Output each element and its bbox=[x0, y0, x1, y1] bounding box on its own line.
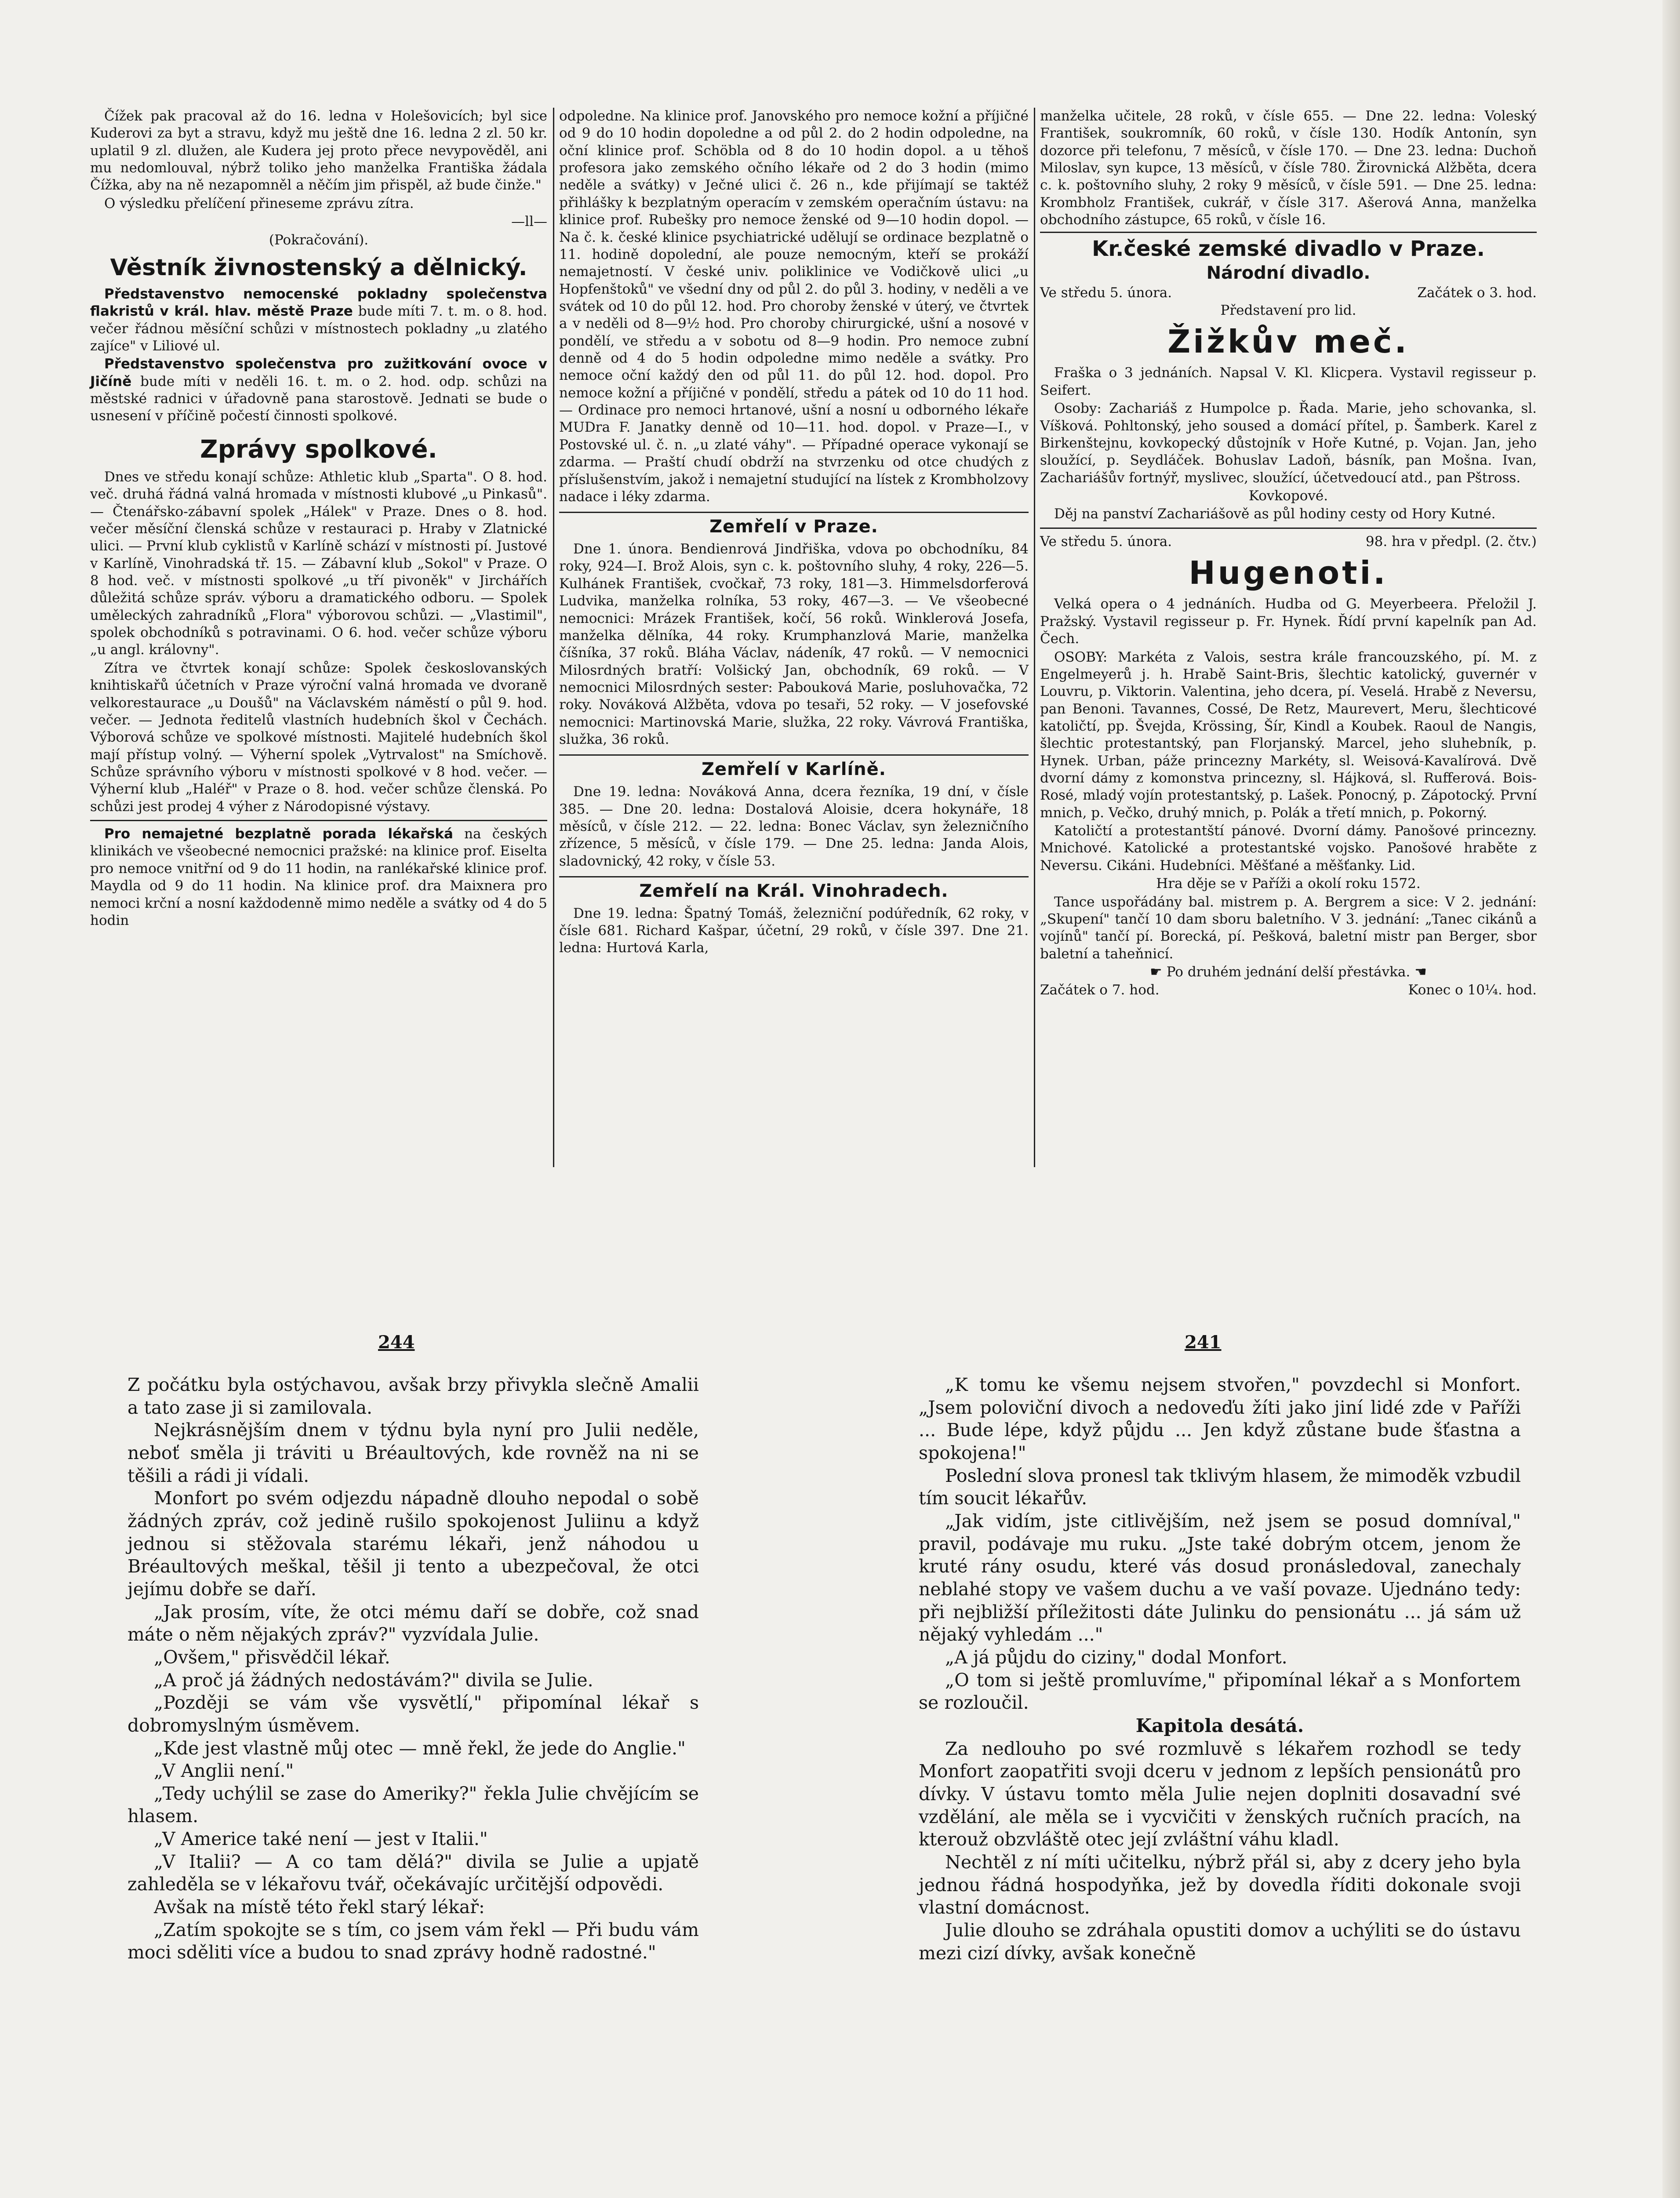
column-rule bbox=[1034, 108, 1035, 1167]
performance-subscription: 98. hra v předpl. (2. čtv.) bbox=[1365, 533, 1537, 550]
novel-paragraph: Avšak na místě této řekl starý lékař: bbox=[154, 1896, 485, 1918]
newspaper-column-1 bbox=[90, 108, 547, 1172]
novel-paragraph: „A já půjdu do ciziny," dodal Monfort. bbox=[945, 1646, 1287, 1668]
club-notices-today: Dnes ve středu konají schůze: Athletic klub „Sparta". O 8. hod. več. druhá řádná valná hromada v místnosti klubové „u Pinkasů". — Čtenářsko-zábavní spolek „Hálek" v Praze. Dnes o 8. hod. večer měsíční členská schůze v restauraci p. Hraby v Zlatnické ulici. — První klub cyklistů v Karlíně schází v místnosti pí. Justové v Karlíně, Vinohradská tř. 15. — Zábavní klub „Sokol" v Praze. O 8 hod. več. v místnosti spolkové „u tří pivoněk" v Jirchářích důležitá schůze správ. výboru a dramatického odboru. — Spolek uměleckých zahradníků „Flora" výborovou schůzi. — „Vlastimil", spolek obchodníků s potravinami. O 6. hod. večer schůze výboru „u angl. královny". bbox=[90, 469, 547, 658]
deaths-vinohrady: Dne 19. ledna: Špatný Tomáš, železniční podúředník, 62 roky, v čísle 681. Richard Kašpar, účetní, 29 roků, v čísle 397. Dne 21. ledna: Hurtová Karla, bbox=[559, 905, 1029, 956]
divider bbox=[90, 820, 547, 821]
page-number-right: 241 bbox=[1185, 1332, 1222, 1353]
play-cast: Osoby: Zachariáš z Humpolce p. Řada. Marie, jeho schovanka, sl. Víšková. Pohltonský, jeho soused a domácí přítel, p. Šamberk. Karel z Birkenštejnu, kovkopecký důstojník v Hoře Kutné, p. Vojan. Jan, jeho sloužící, p. Seydláček. Bohuslav Ladoň, básník, pan Mošna. Ivan, Zachariášův fortnýř, myslivec, sloužící, účetvedoucí atd., pan Pštross. bbox=[1040, 400, 1537, 486]
novel-paragraph: Monfort po svém odjezdu nápadně dlouho nepodal o sobě žádných zpráv, což jedině rušilo spokojenost Juliinu a když jednou si stěžovala starému lékaři, jenž náhodou u Bréaultových meškal, těšil ji tento a ubezpečoval, že otci jejímu dobře se daří. bbox=[127, 1488, 699, 1600]
section-heading-trade: Věstník živnostenský a dělnický. bbox=[110, 254, 527, 281]
medical-heading: Pro nemajetné bezplatně porada lékařská bbox=[104, 826, 453, 842]
article-text: Čížek pak pracoval až do 16. ledna v Holešovicích; byl sice Kuderovi za byt a stravu, když mu ještě dne 16. ledna 2 zl. 50 kr. uplatil 9 zl. dlužen, ale Kudera jej proto přece nevypověděl, ani mu nedomlouval, nýbrž toliko jeho manželka Františka žádala Čížka, aby na ně nezapomněl a něčím jim přispěl, až bude činže." bbox=[90, 108, 547, 193]
article-signature: —ll— bbox=[511, 214, 547, 230]
deaths-heading-prague: Zemřelí v Praze. bbox=[559, 512, 1029, 538]
novel-paragraph: Nejkrásnějším dnem v týdnu byla nyní pro Julii neděle, neboť směla ji tráviti u Bréaultových, kde rovněž na ni se těšili a rádi ji vídali. bbox=[127, 1419, 699, 1486]
opera-description: Velká opera o 4 jednáních. Hudba od G. Meyerbeera. Přeložil J. Pražský. Vystavil regisseur p. Fr. Hynek. Řídí první kapelník pan Ad. Čech. bbox=[1040, 596, 1537, 647]
novel-page-right bbox=[919, 1374, 1521, 1964]
novel-paragraph: „V Anglii není." bbox=[154, 1760, 294, 1782]
pointing-hand-icon: ☚ bbox=[1410, 964, 1427, 980]
newspaper-column-3 bbox=[1040, 108, 1537, 1172]
deaths-heading-karlin: Zemřelí v Karlíně. bbox=[559, 754, 1029, 781]
performance-date: Ve středu 5. února. bbox=[1040, 533, 1172, 550]
medical-body-continued: odpoledne. Na klinice prof. Janovského pro nemoce kožní a příjičné od 9 do 10 hodin dopoledne a od půl 2. do 2 hodin odpoledne, na oční klinice prof. Schöbla od 8 do 10 hodin dopol. a u těhoš profesora jako zemského očního lékaře od 2 do 3 hodin (mimo neděle a svátky) v Ječné ulici č. 26 n., kde přijímají se taktéž přihlášky k bezplatným operacím v zemském operačním ústavu: na klinice prof. Rubešky pro nemoce ženské od 9—10 hodin dopol. — Na č. k. české klinice psychiatrické udělují se ordinace bezplatně o 11. hodině dopolední, ale pouze nemocným, kteří se prokáží nemajetností. V české univ. poliklinice ve Vodičkově ulici „u Hopfenštoků" ve všední dny od půl 2. do půl 3. hodiny, v neděli a ve svátek od 10 do půl 12. hod. Pro choroby ženské v úterý, ve čtvrtek a v neděli od 8—9½ hod. Pro choroby chirurgické, ušní a nosové v pondělí, ve středu a v sobotu od 8—9 hodin. Pro nemoce zubní denně od 4 do 5 hodin odpoledne mimo neděle a svátky. Pro nemoce oční každý den od půl 11. do půl 12. hod. dopol. Pro nemoce kožní a příjičné v pondělí, středu a pátek od 10 do 11 hod. — Ordinace pro nemoci hrtanové, ušní a nosní u odborného lékaře MUDra F. Janatky denně od 10—11. hod. dopol. v Praze—I., v Postovské ul. č. n. „u zlaté váhy". — Případné operace vykonají se zdarma. — Praští chudí obdrží na stvrzenku od otce chudých z příslušenstvím, jakož i nemajetní studující na lístek z Krombholzovy nadace i léky zdarma. bbox=[559, 108, 1029, 505]
theatre-subheading: Národní divadlo. bbox=[1206, 263, 1371, 284]
novel-paragraph: „Později se vám vše vysvětlí," připomínal lékař s dobromyslným úsměvem. bbox=[127, 1692, 699, 1736]
novel-paragraph: Julie dlouho se zdráhala opustiti domov a uchýliti se do ústavu mezi cizí dívky, avšak konečně bbox=[919, 1920, 1521, 1964]
novel-paragraph: „Ovšem," přisvědčil lékař. bbox=[154, 1646, 390, 1668]
newspaper-column-2 bbox=[559, 108, 1029, 1172]
play-description: Fraška o 3 jednáních. Napsal V. Kl. Klicpera. Vystavil regisseur p. Seifert. bbox=[1040, 365, 1537, 398]
opera-extras: Katoličtí a protestantští pánové. Dvorní dámy. Panošové princezny. Mnichové. Katolické a protestantské vojsko. Panošové hraběte z Neversu. Cikáni. Hudebníci. Měšťané a měšťanky. Lid. bbox=[1040, 823, 1537, 873]
performance-start: Začátek o 3. hod. bbox=[1417, 285, 1537, 301]
opera-cast: OSOBY: Markéta z Valois, sestra krále francouzského, pí. M. z Engelmeyerů j. h. Hrabě Saint-Bris, šlechtic katolický, guvernér v Louvru, p. Viktorin. Valentina, jeho dcera, pí. Veselá. Hrabě z Neversu, pan Benoni. Tavannes, Cossé, De Retz, Maurevert, Meru, šlechticové katoličtí, pp. Švejda, Krössing, Šír, Kindl a Koubek. Raoul de Nangis, šlechtic protestantský, pan Florjanský. Marcel, jeho sluhebník, p. Hynek. Urban, páže princezny Markéty, sl. Weisová-Kavalírová. Dvě dvorní dámy z komonstva princezny, sl. Hájková, sl. Rufferová. Bois-Rosé, mladý vojín protestantský, p. Lašek. Ponocný, p. Zápotocký. První mnich, p. Večko, druhý mnich, p. Polák a třetí mnich, p. Pokorný. bbox=[1040, 649, 1537, 821]
opera-dances: Tance uspořádány bal. mistrem p. A. Bergrem a sice: V 2. jednání: „Skupení" tančí 10 dam sboru baletního. V 3. jednání: „Tanec cikánů a vojínů" tančí pí. Borecká, pí. Pešková, baletní mistr pan Berger, sbor baletní a taheňnicí. bbox=[1040, 894, 1537, 962]
play-extras: Kovkopové. bbox=[1248, 488, 1328, 504]
notice-heading: Představenstvo společenstva pro zužitkování ovoce v Jičíně bbox=[90, 356, 547, 389]
divider bbox=[1040, 528, 1537, 529]
column-rule bbox=[553, 108, 554, 1167]
opera-end: Konec o 10¼. hod. bbox=[1408, 982, 1537, 998]
novel-paragraph: „Jak prosím, víte, že otci mému daří se dobře, což snad máte o něm nějakých zpráv?" vyzvídala Julie. bbox=[127, 1601, 699, 1645]
novel-paragraph: „O tom si ještě promluvíme," připomínal lékař a s Monfortem se rozloučil. bbox=[919, 1669, 1521, 1714]
pointing-hand-icon: ☛ bbox=[1150, 964, 1167, 980]
novel-paragraph: „Kde jest vlastně můj otec — mně řekl, že jede do Anglie." bbox=[154, 1737, 686, 1759]
novel-paragraph: Za nedlouho po své rozmluvě s lékařem rozhodl se tedy Monfort zaopatřiti svoji dceru v jednom z lepších pensionátů pro dívky. V ústavu tomto měla Julie nejen doplniti dosavadní své vzdělání, ale měla se i vycvičiti v ženských ručních pracích, na kterouž obzvláště otec její zvláštní váhu kladl. bbox=[919, 1738, 1521, 1850]
deaths-karlin: Dne 19. ledna: Nováková Anna, dcera řezníka, 19 dní, v čísle 385. — Dne 20. ledna: Dostalová Aloisie, dcera hokynáře, 18 měsíců, v čísle 212. — 22. ledna: Bonec Václav, syn železničního zřízence, 5 měsíců, v čísle 179. — Dne 25. ledna: Janda Alois, sladovnický, 42 roky, v čísle 53. bbox=[559, 784, 1029, 869]
novel-page-left bbox=[127, 1374, 699, 1963]
section-heading-clubs: Zprávy spolkové. bbox=[200, 435, 437, 464]
chapter-heading: Kapitola desátá. bbox=[1135, 1714, 1304, 1736]
page-number-left: 244 bbox=[378, 1332, 415, 1353]
opera-start: Začátek o 7. hod. bbox=[1040, 982, 1160, 998]
novel-paragraph: „K tomu ke všemu nejsem stvořen," povzdechl si Monfort. „Jsem poloviční divoch a nedoveďu žíti jako jiní lidé zde v Paříži ... Bude lépe, když půjdu ... Jen když zůstane bude šťastna a spokojena!" bbox=[919, 1374, 1521, 1463]
medical-body: na českých klinikách ve všeobecné nemocnici pražské: na klinice prof. Eiselta pro nemoce vnitřní od 9 do 11 hodin, na ranlékařské klinice prof. Maydla od 9 do 11 hodin. Na klinice prof. dra Maixnera pro nemoci krční a nosní každodenně mimo neděle a svátky od 4 do 5 hodin bbox=[90, 826, 547, 928]
novel-paragraph: „Zatím spokojte se s tím, co jsem vám řekl — Při budu vám moci sděliti více a budou to snad zprávy hodně radostné." bbox=[127, 1919, 699, 1963]
theatre-heading: Kr.české zemské divadlo v Praze. bbox=[1040, 232, 1537, 262]
opera-setting: Hra děje se v Paříži a okolí roku 1572. bbox=[1156, 876, 1421, 892]
play-title: Žižkův meč. bbox=[1167, 323, 1409, 360]
novel-paragraph: Poslední slova pronesl tak tklivým hlasem, že mimoděk vzbudil tím soucit lékařův. bbox=[919, 1465, 1521, 1509]
article-text: O výsledku přelíčení přineseme zprávu zítra. bbox=[104, 195, 414, 211]
opera-title: Hugenoti. bbox=[1189, 554, 1388, 592]
deaths-vinohrady-continued: manželka učitele, 28 roků, v čísle 655. — Dne 22. ledna: Voleský František, soukromník, 60 roků, v čísle 130. Hodík Antonín, syn dozorce při telefonu, 7 měsíců, v čísle 170. — Dne 23. ledna: Duchoň Miloslav, syn kupce, 13 měsíců, v čísle 780. Žirovnická Alžběta, dcera c. k. poštovního sluhy, 2 roky 9 měsíců, v čísle 591. — Dne 25. ledna: Krombholz František, cukrář, v čísle 317. Ašerová Anna, manželka obchodního zástupce, 65 roků, v čísle 16. bbox=[1040, 108, 1537, 228]
performance-type: Představení pro lid. bbox=[1220, 302, 1356, 318]
deaths-heading-vinohrady: Zemřelí na Král. Vinohradech. bbox=[559, 876, 1029, 902]
novel-paragraph: „V Italii? — A co tam dělá?" divila se Julie a upjatě zahleděla se v lékařovu tvář, očekávajíc určitější odpovědi. bbox=[127, 1851, 699, 1895]
intermission-note: ☛ Po druhém jednání delší přestávka. ☚ bbox=[1150, 964, 1427, 980]
novel-paragraph: „Tedy uchýlil se zase do Ameriky?" řekla Julie chvějícím se hlasem. bbox=[127, 1783, 699, 1827]
novel-paragraph: „Jak vidím, jste citlivějším, než jsem se posud domníval," pravil, podávaje mu ruku. „Jste také dobrým otcem, jenom že kruté rány osudu, které vás dosud pronásledoval, zanechaly neblahé stopy ve vašem duchu a ve vaší povaze. Ujednáno tedy: při nejbližší příležitosti dáte Julinku do pensionátu ... já sám už nějaký vyhledám ..." bbox=[919, 1510, 1521, 1645]
page-edge-shadow bbox=[1662, 0, 1680, 2198]
performance-date: Ve středu 5. února. bbox=[1040, 285, 1172, 301]
play-setting: Děj na panství Zachariášově as půl hodiny cesty od Hory Kutné. bbox=[1054, 506, 1496, 522]
notice-body: bude míti 7. t. m. o 8. hod. večer řádnou měsíční schůzi v místnostech pokladny „u zlatého zajíce" v Liliové ul. bbox=[90, 303, 548, 354]
novel-paragraph: Nechtěl z ní míti učitelku, nýbrž přál si, aby z dcery jeho byla jednou řádná hospodyňka, jež by dovedla říditi dokonale svoji vlastní domácnost. bbox=[919, 1852, 1521, 1918]
club-notices-tomorrow: Zítra ve čtvrtek konají schůze: Spolek českoslovanských knihtiskařů účetních v Praze výroční valná hromada ve dvoraně velkorestaurace „u Doušů" na Václavském náměstí o půl 9. hod. večer. — Jednota ředitelů vlastních hudebních škol v Čechách. Výborová schůze ve spolkové místnosti. Majitelé hudebních škol mají přístup volný. — Výherní spolek „Vytrvalost" na Smíchově. Schůze správního výboru v místnosti spolkové v 8 hod. večer. — Výherní klub „Haléř" v Praze o 8. hod. večer schůze členská. Po schůzi jest prodej 4 výher z Národopisné výstavy. bbox=[90, 660, 547, 815]
notice-body: bude míti v neděli 16. t. m. o 2. hod. odp. schůzi na městské radnici v úřadovně pana starostově. Jednati se bude o usnesení v příčině počestí činnosti spolkové. bbox=[90, 373, 547, 424]
novel-paragraph: Z počátku byla ostýchavou, avšak brzy přivykla slečně Amalii a tato zase ji si zamilovala. bbox=[127, 1374, 699, 1418]
continuation-note: (Pokračování). bbox=[269, 232, 369, 248]
notice-heading: Představenstvo nemocenské pokladny společenstva flakristů v král. hlav. městě Praze bbox=[90, 286, 547, 320]
novel-paragraph: „V Americe také není — jest v Italii." bbox=[154, 1828, 488, 1850]
deaths-prague: Dne 1. února. Bendienrová Jindřiška, vdova po obchodníku, 84 roky, 924—I. Brož Alois, syn c. k. poštovního sluhy, 4 roky, 226—5. Kulhánek František, cvočkař, 73 roky, 181—3. Himmelsdorferová Ludvika, manželka rolníka, 53 roky, 467—3. — Ve všeobecné nemocnici: Mrázek František, kočí, 56 roků. Winklerová Josefa, manželka dělníka, 44 roky. Krumphanzlová Marie, manželka číšníka, 37 roků. Bláha Václav, nádeník, 47 roků. — V nemocnici Milosrdných bratří: Volšický Jan, obchodník, 69 roků. — V nemocnici Milosrdných sester: Pabouková Marie, posluhovačka, 72 roky. Nováková Alžběta, vdova po tesaři, 52 roky. — V josefovské nemocnici: Martinovská Marie, služka, 22 roky. Vávrová Františka, služka, 36 roků. bbox=[559, 541, 1029, 748]
novel-paragraph: „A proč já žádných nedostávám?" divila se Julie. bbox=[154, 1669, 593, 1691]
